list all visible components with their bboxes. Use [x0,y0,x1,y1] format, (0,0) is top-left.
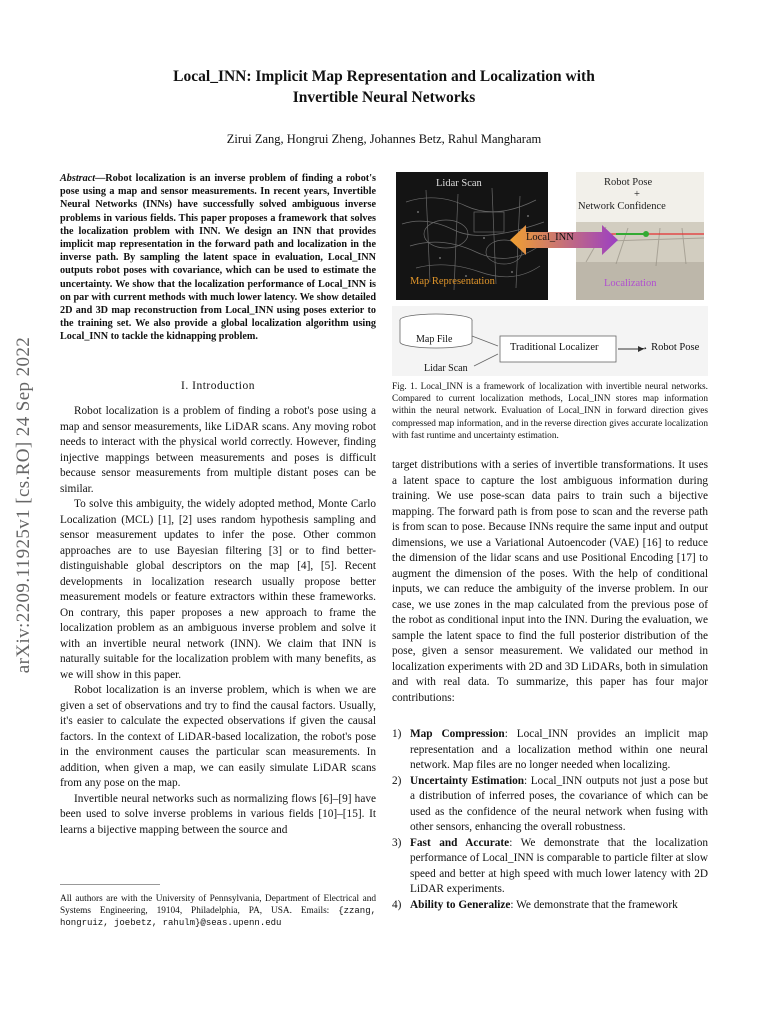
section-heading: I. Introduction [181,380,255,392]
right-paragraph: target distributions with a series of invertible transformations. It uses a latent space to capture the lost ambiguous information during training. We use pose-scan data pairs to train such a bijective mapping. The forward path is from pose to scan and the reverse path is from scan to pose. Because INNs require the same input and output dimensions, we use a Variational Autoencoder (VAE) [16] to reduce the dimension of the lidar scans and use Positional Encoding [17] to augment the dimension of the poses. With the help of conditional inputs, we can reduce the ambiguity of the inverse problem. In our case, we use zones in the map calculated from the previous pose of the robot as conditional input into the INN. During the evaluation, we sample the latent space to find the full posterior distribution of the pose, given a sensor measurement. We validated our method in localization experiments with 2D and 3D LiDARs, both in simulation and with real data. To summarize, this paper has four major contributions: [392,459,708,704]
intro-paragraph: Invertible neural networks such as normalizing flows [6]–[9] have been used to solve inverse problems in various fields [10]–[15]. It learns a bijective mapping between the source and [60,792,376,836]
intro-body-right [392,458,708,706]
arxiv-identifier [6,270,42,740]
item-number: 2) [392,774,402,787]
figure-1 [392,170,708,378]
footnote-divider [60,884,160,885]
title-line-2: Invertible Neural Networks [292,89,476,106]
paper-title [60,66,708,108]
item-title: Fast and Accurate [410,836,510,849]
robot-pose-output-label: → Robot Pose [638,342,700,353]
traditional-localizer-label: Traditional Localizer [510,342,599,353]
intro-paragraph: To solve this ambiguity, the widely adopted method, Monte Carlo Localization (MCL) [1], [2] uses random hypothesis sampling and sensor measurement updates to infer the pose. Other common approaches are to use Bayesian filtering [3] or to find better-distinguishable global descriptors on the map [4], [5]. Recent developments in localization research usually propose better measurement models or feature extractors within these frameworks. On contrary, this paper proposes a new approach to frame the localization problem as an ambiguous inverse problem and solve it with an invertible neural network (INN). We claim that INN is naturally suitable for the localization problem with many benefits, as we will show in this paper. [60,498,376,681]
figure-caption: Fig. 1. Local_INN is a framework of localization with invertible neural networks. Compared to current localization methods, Local_INN stores map information within the neural network. Evaluation of Local_INN in forward direction gives compressed map information, and in the reverse direction gives accurate localization with fast runtime and uncertainty estimation. [392,382,708,441]
item-number: 4) [392,898,402,911]
intro-paragraph: Robot localization is a problem of finding a robot's pose using a map and sensor measurements, like LiDAR scans. Any moving robot needs to interact with the physical world correctly. However, finding injective mappings between measurements and poses is difficult because sensor measurements from multiple distant poses can be similar. [60,405,376,495]
item-text: : Local_INN provides an implicit map representation and a localization method within one neural network. Map files are no longer needed when localizing. [410,728,708,771]
map-file-label: Map File [416,334,453,345]
local-inn-label: Local_INN [526,232,574,243]
intro-paragraph: Robot localization is an inverse problem, which is when we are given a set of observations and try to find the causal factors. Usually, it's easier to calculate the expected observations if given the causal factors. In the context of LiDAR-based localization, the robot's pose in the environment causes the particular scan measurements. In addition, when given a map, we can easily simulate LiDAR scans from any pose on the map. [60,684,376,789]
arxiv-id-text: arXiv:2209.11925v1 [cs.RO] 24 Sep 2022 [13,336,34,674]
localization-label: Localization [604,278,657,289]
network-confidence-label: Network Confidence [578,201,666,212]
contribution-item [392,727,708,774]
plus-sign: + [634,189,640,200]
contribution-list [392,727,708,913]
item-title: Map Compression [410,728,505,740]
footnote-text: All authors are with the University of Pennsylvania, Department of Electrical and Systems Engineering, 19104, Philadelphia, PA, USA. Emails: [60,894,376,917]
item-number: 1) [392,728,402,740]
item-title: Ability to Generalize [410,898,511,911]
item-title: Uncertainty Estimation [410,774,525,787]
abstract-lead: Abstract [60,173,96,184]
item-text: : We demonstrate that the localization performance of Local_INN is comparable to particle filter at slow speed and better at high speed with much lower latency with 2D LiDAR experiments. [410,836,708,895]
author-list: Zirui Zang, Hongrui Zheng, Johannes Betz, Rahul Mangharam [226,132,542,146]
robot-pose-label: Robot Pose [604,177,653,188]
lidar-scan-input-label: Lidar Scan [424,363,468,374]
contribution-item [392,898,708,914]
title-line-1: Local_INN: Implicit Map Representation and Localization with [173,68,595,85]
contribution-item [392,836,708,898]
item-number: 3) [392,836,402,849]
footnote [60,893,376,930]
intro-body-left [60,404,376,838]
abstract-text: —Robot localization is an inverse problem of finding a robot's pose using a map and sensor measurements. In recent years, Invertible Neural Networks (INNs) have successfully solved ambiguous inverse problems in various fields. This paper proposes a framework that solves the localization problem with INN. We design an INN that provides implicit map representation in the forward path and localization in the inverse path. By sampling the latent space in evaluation, Local_INN outputs robot poses with covariance, which can be used to estimate the uncertainty. We show that the localization performance of Local_INN is on par with current methods with much lower latency. We show detailed 2D and 3D map reconstruction from Local_INN using poses exterior to the training set. We also provide a global localization algorithm using Local_INN to tackle the kidnapping problem. [60,173,376,343]
item-text: : We demonstrate that the framework [510,898,678,911]
contribution-item [392,774,708,836]
map-representation-label: Map Representation [410,276,495,287]
item-text: : Local_INN outputs not just a pose but a distribution of inferred poses, the covariance of which can be used as the confidence of the neural network when fusing with other sensors, enhancing the overall robustness. [410,774,708,833]
abstract [60,172,376,344]
footnote-emails: {zzang, hongruiz, joebetz, rahulm}@seas.upenn.edu [60,906,377,929]
lidar-scan-label: Lidar Scan [436,178,482,189]
